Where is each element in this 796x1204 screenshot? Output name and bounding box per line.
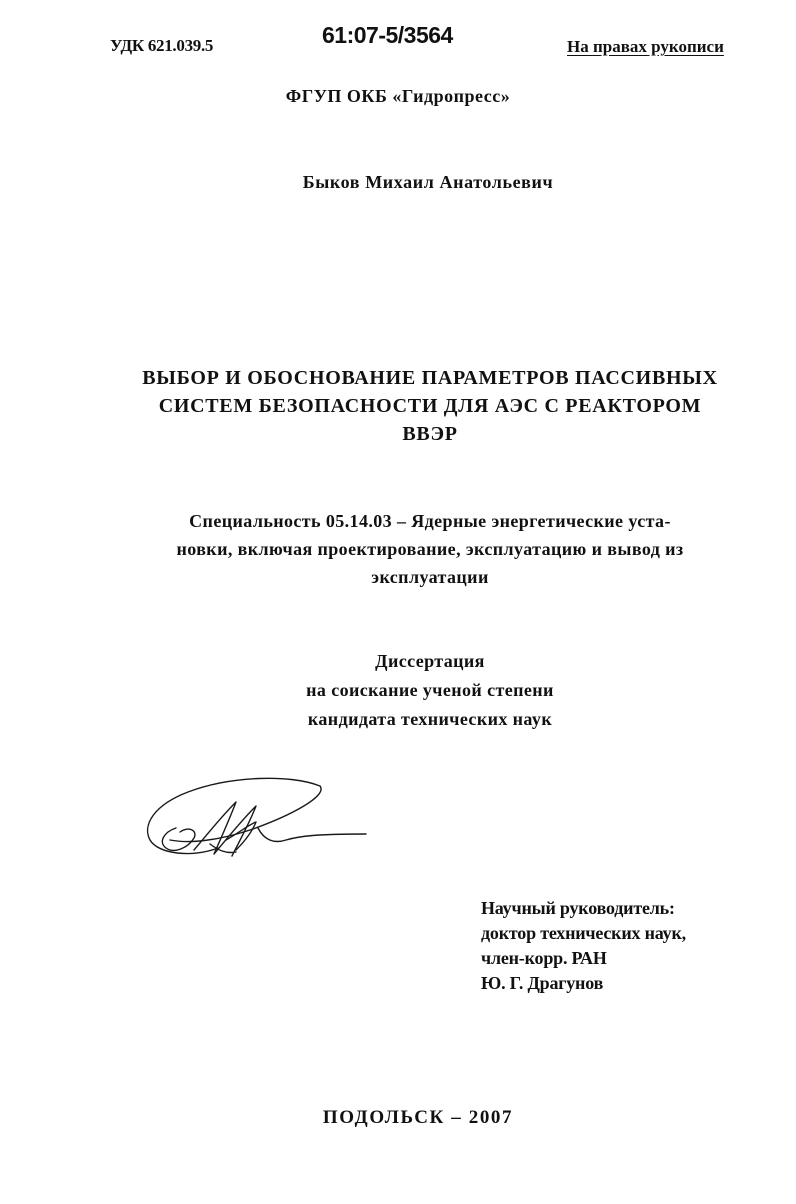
supervisor-line: Ю. Г. Драгунов (481, 973, 604, 993)
supervisor-block (481, 896, 686, 996)
degree-line: Диссертация (375, 651, 485, 671)
specialty-line: новки, включая проектирование, эксплуатацию и вывод из (176, 539, 684, 559)
supervisor-line: член-корр. РАН (481, 948, 607, 968)
specialty-line: эксплуатации (371, 567, 489, 587)
supervisor-line: Научный руководитель: (481, 898, 675, 918)
title-line: ВЫБОР И ОБОСНОВАНИЕ ПАРАМЕТРОВ ПАССИВНЫХ (142, 367, 718, 389)
title-line: ВВЭР (402, 423, 458, 445)
udk-code: УДК 621.039.5 (110, 36, 214, 55)
title-line: СИСТЕМ БЕЗОПАСНОСТИ ДЛЯ АЭС С РЕАКТОРОМ (158, 395, 702, 417)
degree-line: на соискание ученой степени (306, 680, 554, 700)
organization-name: ФГУП ОКБ «Гидропресс» (285, 86, 511, 106)
degree-line: кандидата технических наук (307, 709, 553, 729)
degree-block (100, 647, 760, 734)
specialty-block (90, 507, 770, 591)
author-name: Быков Михаил Анатольевич (302, 172, 554, 192)
author-signature (140, 770, 380, 870)
catalog-number: 61:07-5/3564 (322, 22, 453, 48)
dissertation-title (100, 364, 760, 448)
rights-note: На правах рукописи (567, 37, 724, 56)
specialty-line: Специальность 05.14.03 – Ядерные энергетические уста- (189, 511, 671, 531)
city-year: ПОДОЛЬСК – 2007 (322, 1107, 514, 1128)
supervisor-line: доктор технических наук, (481, 923, 686, 943)
